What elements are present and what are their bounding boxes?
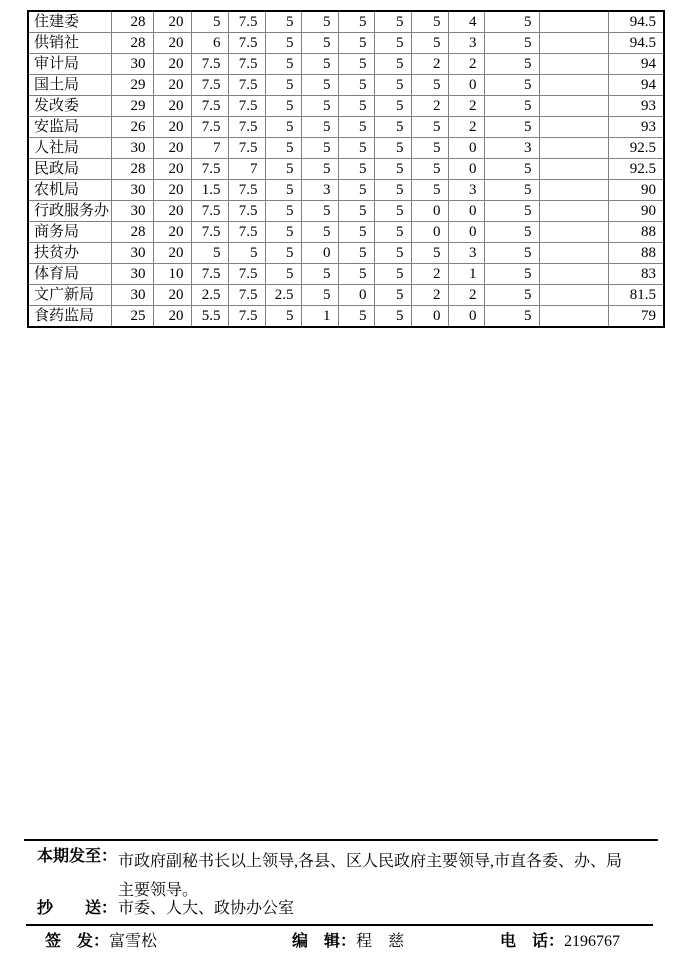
score-cell: 2 [448,54,484,75]
score-cell: 20 [153,96,191,117]
score-cell: 3 [448,33,484,54]
score-cell: 7.5 [228,117,265,138]
score-cell: 20 [153,201,191,222]
score-cell: 5 [374,54,411,75]
score-cell: 2 [448,285,484,306]
score-cell: 7.5 [228,285,265,306]
score-cell: 2 [411,96,448,117]
footer-rule-bottom [26,924,653,926]
blank-cell [539,201,608,222]
score-cell: 0 [338,285,374,306]
total-cell: 90 [608,201,664,222]
blank-cell [539,180,608,201]
score-cell: 5 [338,264,374,285]
blank-cell [539,96,608,117]
score-cell: 5 [484,243,539,264]
table-row [28,54,664,75]
dept-name-cell: 住建委 [28,11,111,33]
score-cell: 7 [228,159,265,180]
score-cell: 5 [265,138,301,159]
score-cell: 20 [153,54,191,75]
dept-name-cell: 人社局 [28,138,111,159]
score-cell: 5 [265,180,301,201]
score-cell: 0 [411,306,448,328]
total-cell: 94.5 [608,33,664,54]
dept-name-cell: 文广新局 [28,285,111,306]
score-cell: 5 [265,159,301,180]
score-cell: 2 [448,96,484,117]
total-cell: 92.5 [608,159,664,180]
score-cell: 7.5 [228,138,265,159]
score-cell: 7.5 [228,33,265,54]
score-cell: 20 [153,285,191,306]
score-cell: 29 [111,75,153,96]
dept-name-cell: 安监局 [28,117,111,138]
score-cell: 30 [111,264,153,285]
phone-value: 2196767 [564,933,621,950]
issued-by-label: 签 发： [45,933,110,950]
score-cell: 20 [153,117,191,138]
total-cell: 79 [608,306,664,328]
score-cell: 7.5 [191,159,228,180]
score-cell: 7.5 [191,96,228,117]
score-cell: 5 [374,11,411,33]
score-cell: 28 [111,222,153,243]
phone-label: 电 话： [500,933,565,950]
score-cell: 7.5 [228,11,265,33]
table-row [28,96,664,117]
copy-to-label: 抄 送： [37,900,118,917]
distribution-line1: 市政府副秘书长以上领导,各县、区人民政府主要领导,市直各委、办、局 [118,853,623,870]
score-cell: 3 [448,180,484,201]
dept-name-cell: 审计局 [28,54,111,75]
score-cell: 5 [338,11,374,33]
blank-cell [539,243,608,264]
editor-group [292,932,404,952]
table-row [28,285,664,306]
score-cell: 5 [484,306,539,328]
score-cell: 5 [338,33,374,54]
score-cell: 5 [374,117,411,138]
score-cell: 5 [484,222,539,243]
total-cell: 94 [608,54,664,75]
score-cell: 5 [191,11,228,33]
score-cell: 5 [301,33,338,54]
dept-name-cell: 食药监局 [28,306,111,328]
blank-cell [539,11,608,33]
score-cell: 5 [265,33,301,54]
table-row [28,264,664,285]
score-cell: 7.5 [191,117,228,138]
score-cell: 0 [448,75,484,96]
score-cell: 5 [265,96,301,117]
score-cell: 7.5 [191,264,228,285]
score-cell: 6 [191,33,228,54]
score-cell: 7.5 [228,222,265,243]
dept-name-cell: 扶贫办 [28,243,111,264]
score-cell: 4 [448,11,484,33]
score-cell: 25 [111,306,153,328]
table-row [28,201,664,222]
score-cell: 28 [111,11,153,33]
table-row [28,11,664,33]
score-cell: 7.5 [228,264,265,285]
score-cell: 3 [301,180,338,201]
total-cell: 92.5 [608,138,664,159]
score-cell: 20 [153,75,191,96]
total-cell: 81.5 [608,285,664,306]
score-cell: 5 [338,306,374,328]
total-cell: 94 [608,75,664,96]
score-table [27,10,665,328]
table-row [28,159,664,180]
table-row [28,306,664,328]
total-cell: 90 [608,180,664,201]
score-cell: 5 [301,138,338,159]
blank-cell [539,33,608,54]
dept-name-cell: 发改委 [28,96,111,117]
score-cell: 7.5 [228,201,265,222]
score-cell: 5 [374,75,411,96]
score-cell: 20 [153,222,191,243]
score-cell: 7.5 [191,54,228,75]
score-cell: 5 [265,54,301,75]
score-cell: 5 [374,159,411,180]
score-cell: 29 [111,96,153,117]
distribution-block [37,847,662,905]
table-row [28,117,664,138]
score-cell: 30 [111,285,153,306]
score-cell: 3 [448,243,484,264]
issued-by-group [45,932,157,952]
score-cell: 5 [265,222,301,243]
score-cell: 5 [301,285,338,306]
score-cell: 0 [448,222,484,243]
score-cell: 5 [191,243,228,264]
distribution-label: 本期发至： [37,848,118,865]
blank-cell [539,306,608,328]
total-cell: 94.5 [608,11,664,33]
total-cell: 93 [608,117,664,138]
score-cell: 5 [374,33,411,54]
score-cell: 5 [265,75,301,96]
score-cell: 1.5 [191,180,228,201]
score-cell: 5 [265,117,301,138]
score-cell: 5 [374,222,411,243]
score-cell: 5 [374,306,411,328]
score-cell: 5 [265,201,301,222]
score-cell: 5 [301,264,338,285]
score-cell: 7.5 [228,96,265,117]
score-cell: 5 [301,54,338,75]
score-cell: 5 [484,264,539,285]
score-cell: 5 [301,222,338,243]
score-cell: 5 [301,117,338,138]
table-row [28,138,664,159]
dept-name-cell: 商务局 [28,222,111,243]
blank-cell [539,138,608,159]
score-cell: 30 [111,138,153,159]
score-cell: 5 [374,96,411,117]
score-cell: 1 [448,264,484,285]
score-cell: 2 [411,54,448,75]
score-cell: 28 [111,159,153,180]
score-cell: 7.5 [191,201,228,222]
distribution-line2: 主要领导。 [118,882,199,899]
score-cell: 0 [448,159,484,180]
score-cell: 20 [153,159,191,180]
score-cell: 5 [338,54,374,75]
score-cell: 5 [338,75,374,96]
score-cell: 5 [301,75,338,96]
score-cell: 5 [374,264,411,285]
score-cell: 5 [484,285,539,306]
score-cell: 5 [411,33,448,54]
phone-group [500,932,620,952]
score-cell: 5 [265,264,301,285]
dept-name-cell: 农机局 [28,180,111,201]
score-cell: 5 [228,243,265,264]
score-cell: 20 [153,180,191,201]
score-cell: 0 [448,138,484,159]
score-cell: 30 [111,243,153,264]
dept-name-cell: 体育局 [28,264,111,285]
score-cell: 5 [411,117,448,138]
score-cell: 5 [484,54,539,75]
score-cell: 5 [411,159,448,180]
score-cell: 7 [191,138,228,159]
score-cell: 3 [484,138,539,159]
score-cell: 20 [153,306,191,328]
score-cell: 5 [338,201,374,222]
score-cell: 5 [484,96,539,117]
score-cell: 5 [484,117,539,138]
copy-to-block [37,899,662,919]
editor-value: 程 慈 [356,933,405,950]
score-cell: 2 [411,285,448,306]
total-cell: 88 [608,243,664,264]
score-cell: 5 [484,159,539,180]
score-cell: 5.5 [191,306,228,328]
dept-name-cell: 国土局 [28,75,111,96]
total-cell: 93 [608,96,664,117]
score-cell: 0 [411,222,448,243]
dept-name-cell: 供销社 [28,33,111,54]
score-cell: 5 [374,243,411,264]
score-cell: 5 [411,75,448,96]
score-cell: 5 [338,96,374,117]
score-cell: 1 [301,306,338,328]
score-cell: 5 [301,96,338,117]
score-cell: 28 [111,33,153,54]
copy-to-text: 市委、人大、政协办公室 [118,900,295,917]
score-cell: 5 [411,138,448,159]
blank-cell [539,75,608,96]
score-cell: 20 [153,138,191,159]
score-cell: 5 [484,75,539,96]
score-cell: 5 [374,285,411,306]
score-cell: 5 [484,11,539,33]
signature-row [0,932,685,954]
score-cell: 0 [448,201,484,222]
distribution-content [118,847,622,905]
score-cell: 5 [374,180,411,201]
total-cell: 88 [608,222,664,243]
score-cell: 5 [374,138,411,159]
score-cell: 20 [153,11,191,33]
score-table-body [28,11,664,327]
table-row [28,33,664,54]
score-cell: 2 [448,117,484,138]
score-cell: 5 [338,222,374,243]
score-cell: 7.5 [228,75,265,96]
score-cell: 5 [338,159,374,180]
score-cell: 5 [411,243,448,264]
issued-by-value: 富雪松 [109,933,158,950]
total-cell: 83 [608,264,664,285]
score-cell: 7.5 [228,306,265,328]
score-cell: 5 [301,11,338,33]
score-cell: 5 [484,180,539,201]
score-cell: 5 [338,138,374,159]
score-cell: 5 [265,243,301,264]
blank-cell [539,222,608,243]
dept-name-cell: 民政局 [28,159,111,180]
score-cell: 5 [301,159,338,180]
score-cell: 20 [153,243,191,264]
score-cell: 30 [111,201,153,222]
dept-name-cell: 行政服务办 [28,201,111,222]
footer-rule-top [24,839,658,841]
table-row [28,222,664,243]
blank-cell [539,285,608,306]
score-cell: 2 [411,264,448,285]
table-row [28,243,664,264]
blank-cell [539,54,608,75]
blank-cell [539,264,608,285]
score-cell: 26 [111,117,153,138]
score-cell: 30 [111,54,153,75]
score-cell: 5 [374,201,411,222]
score-cell: 5 [338,243,374,264]
score-cell: 7.5 [191,75,228,96]
score-cell: 5 [265,306,301,328]
score-cell: 5 [338,180,374,201]
score-cell: 10 [153,264,191,285]
score-cell: 5 [411,180,448,201]
score-cell: 0 [411,201,448,222]
score-cell: 5 [484,33,539,54]
score-cell: 5 [265,11,301,33]
score-cell: 7.5 [191,222,228,243]
score-cell: 7.5 [228,54,265,75]
score-cell: 20 [153,33,191,54]
table-row [28,180,664,201]
blank-cell [539,117,608,138]
table-row [28,75,664,96]
score-cell: 5 [338,117,374,138]
score-cell: 5 [484,201,539,222]
score-cell: 0 [301,243,338,264]
editor-label: 编 辑： [292,933,357,950]
blank-cell [539,159,608,180]
score-cell: 5 [301,201,338,222]
score-cell: 30 [111,180,153,201]
score-cell: 2.5 [265,285,301,306]
score-cell: 5 [411,11,448,33]
score-cell: 7.5 [228,180,265,201]
score-cell: 0 [448,306,484,328]
score-cell: 2.5 [191,285,228,306]
